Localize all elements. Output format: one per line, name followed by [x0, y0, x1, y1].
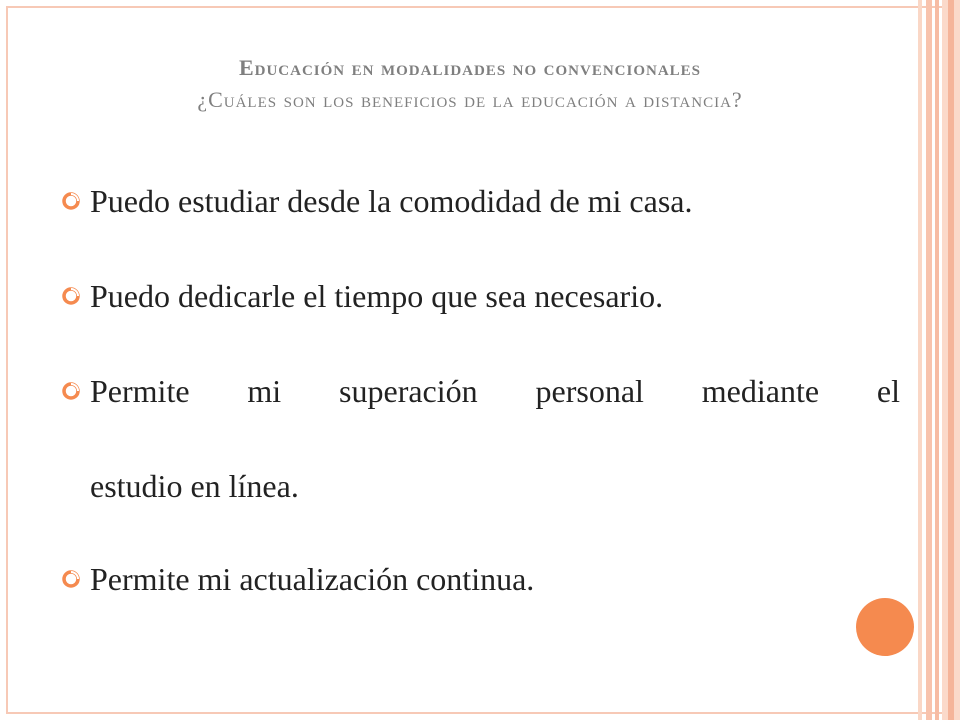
bullet-item-continuation: [60, 463, 900, 509]
bullet-text: Puedo dedicarle el tiempo que sea necesario.: [90, 278, 664, 314]
slide-title: [40, 52, 900, 116]
bullet-item: [60, 178, 900, 224]
decorative-stripe: [918, 0, 922, 720]
decorative-orange-circle: [856, 598, 914, 656]
orange-circle-bullet-icon: [60, 285, 82, 307]
bullet-text: estudio en línea.: [90, 468, 299, 504]
bullet-item: [60, 556, 900, 602]
decorative-stripe: [948, 0, 954, 720]
bullet-item: [60, 273, 900, 319]
slide-title-line2: ¿Cuáles son los beneficios de la educación a distancia?: [197, 87, 743, 112]
bullet-word: el: [876, 373, 900, 409]
bullet-word: Permite: [90, 373, 190, 409]
bullet-word: superación: [339, 373, 478, 409]
bullet-text: Puedo estudiar desde la comodidad de mi casa.: [90, 183, 693, 219]
orange-circle-bullet-icon: [60, 380, 82, 402]
bullet-text-justified-line: [60, 368, 900, 414]
bullet-item: [60, 368, 900, 414]
orange-circle-bullet-icon: [60, 190, 82, 212]
bullet-word: personal: [535, 373, 644, 409]
bullet-text: Permite mi actualización continua.: [90, 561, 535, 597]
bullet-word: mi: [247, 373, 282, 409]
decorative-stripe: [935, 0, 939, 720]
orange-circle-bullet-icon: [60, 568, 82, 590]
bullet-word: mediante: [701, 373, 820, 409]
decorative-stripe: [926, 0, 932, 720]
slide-title-line1: Educación en modalidades no convencionales: [238, 55, 702, 80]
